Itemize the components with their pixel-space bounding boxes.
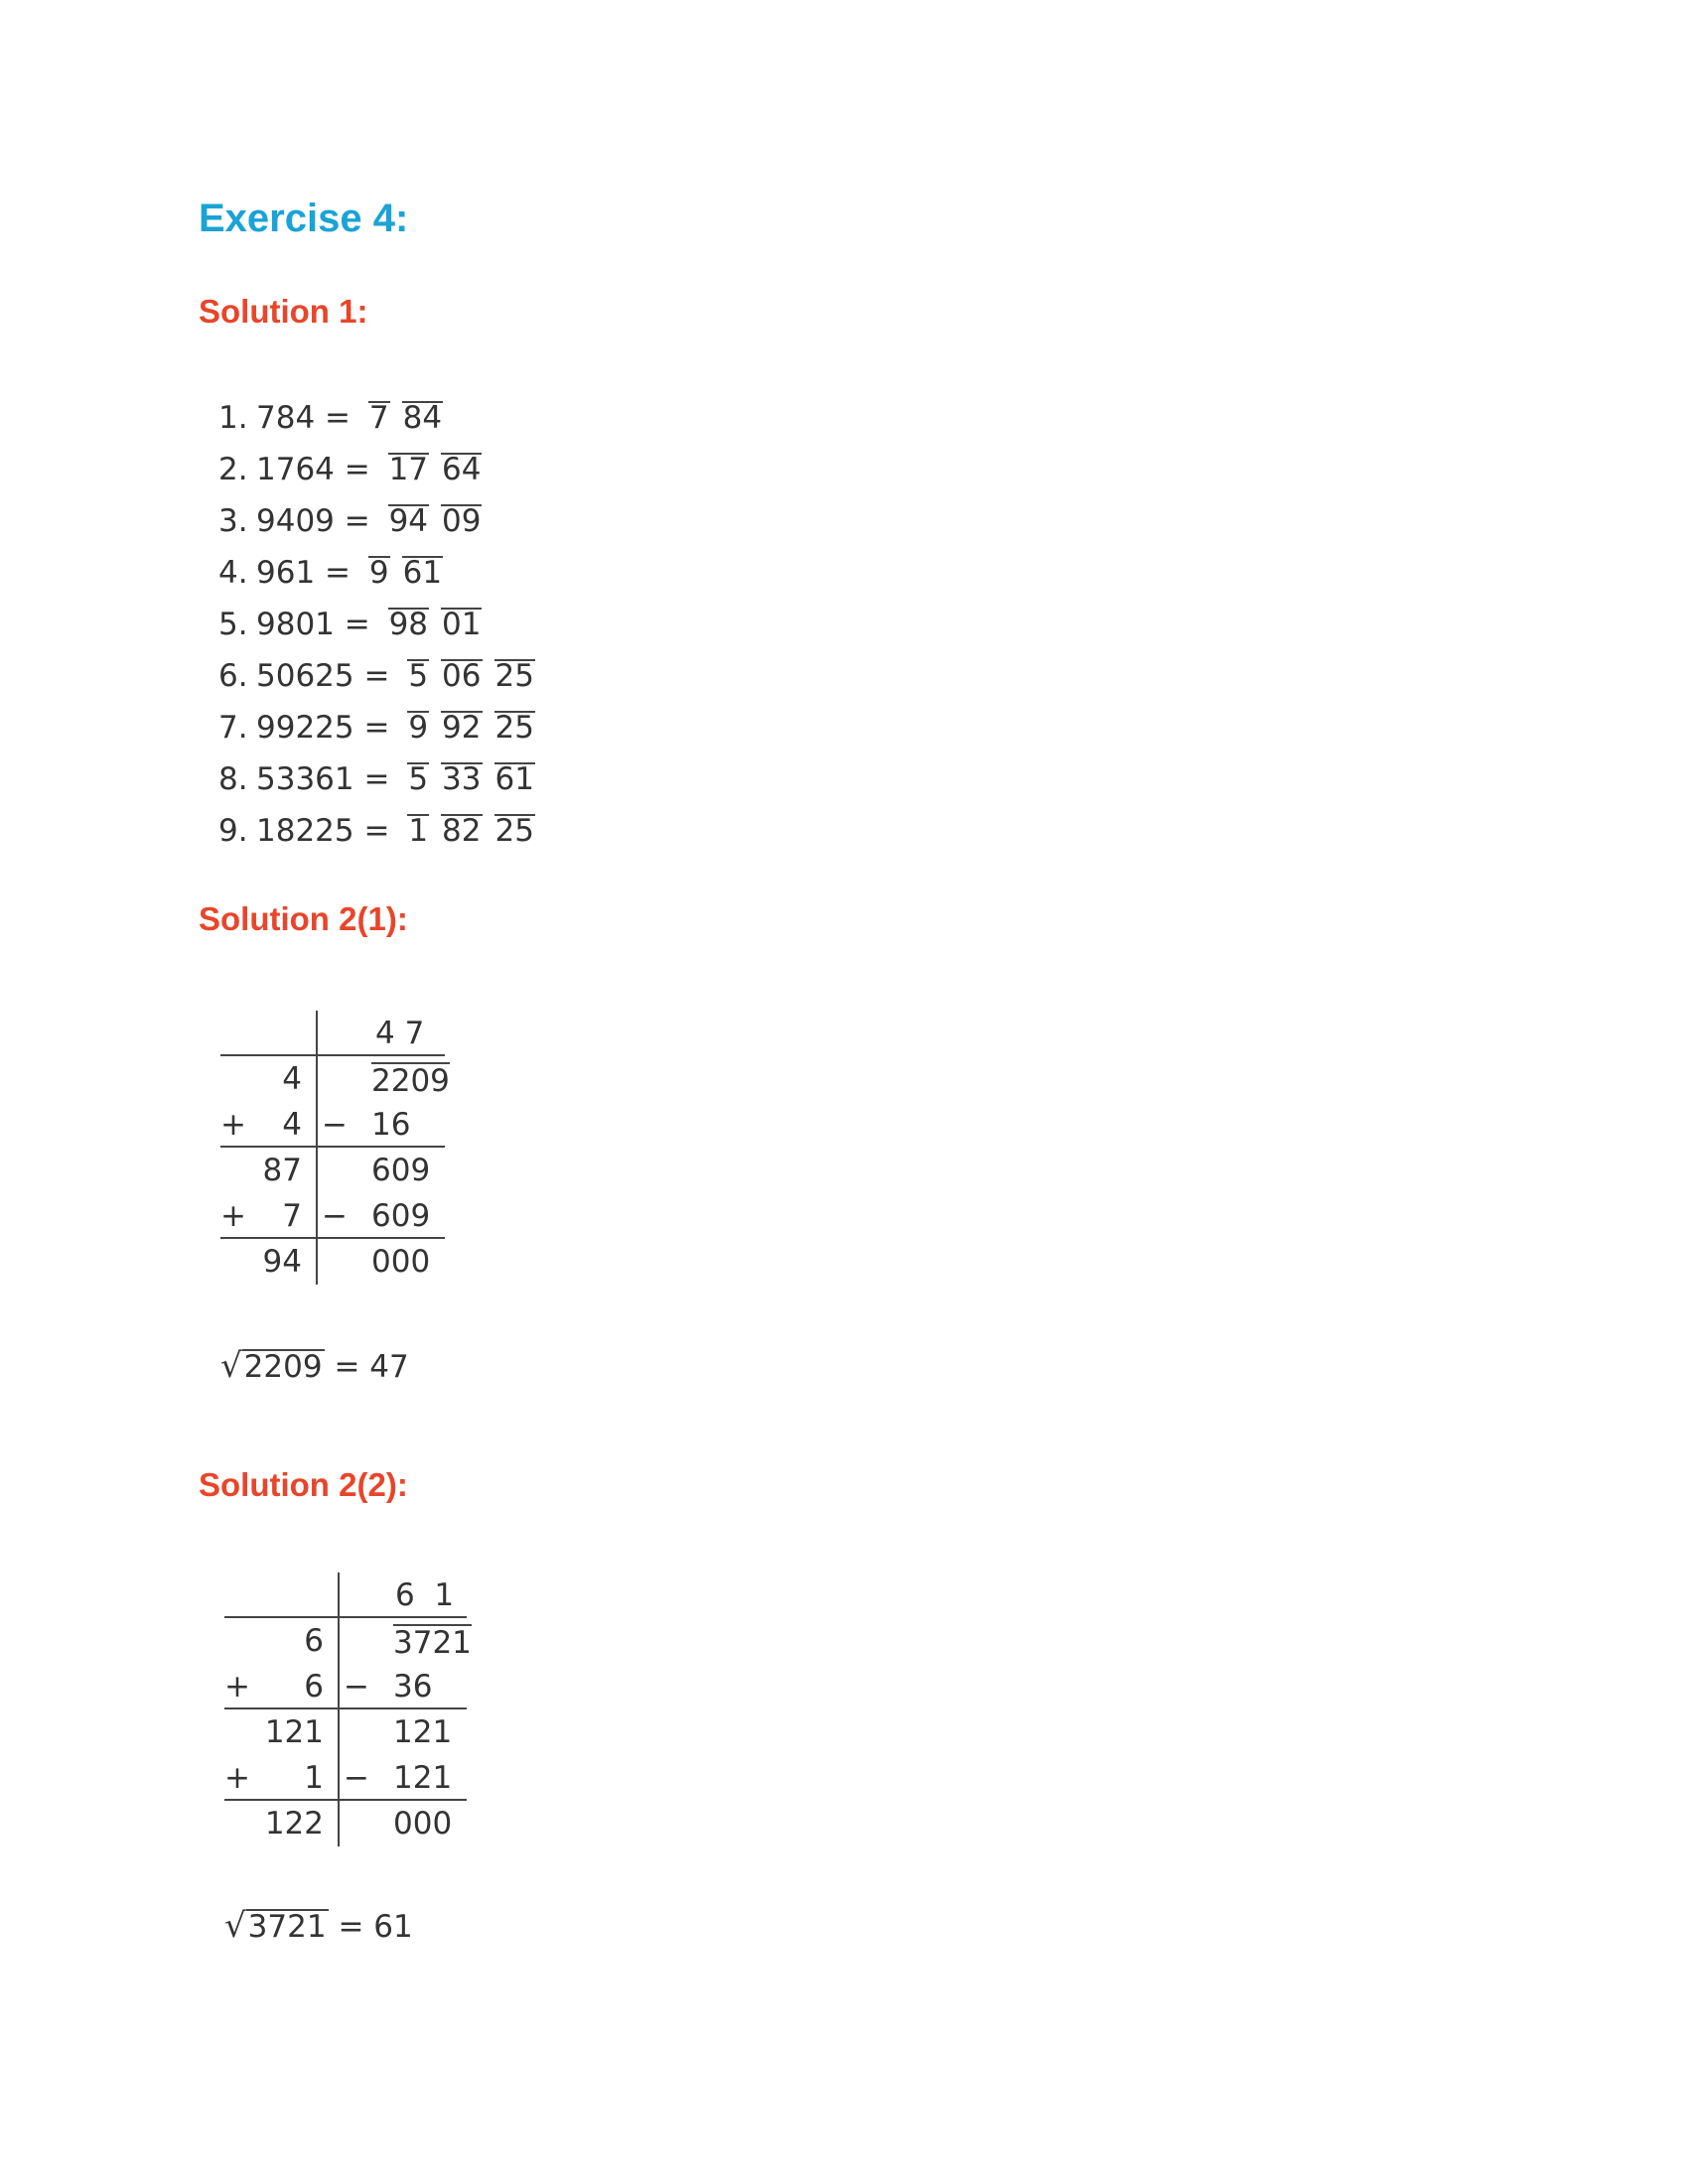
dividend-value: 121	[393, 1760, 453, 1796]
dividend-value: 36	[393, 1669, 433, 1705]
digit-group: 33	[442, 761, 482, 797]
radical-sign-icon: √	[224, 1906, 246, 1946]
list-item	[218, 650, 547, 702]
digit-group: 25	[494, 813, 534, 849]
solution-1-heading: Solution 1:	[199, 293, 368, 330]
item-lhs: 99225 =	[256, 710, 400, 746]
list-item	[218, 805, 547, 857]
division-row	[224, 1755, 467, 1801]
digit-group: 64	[442, 452, 482, 487]
digit-group: 7	[368, 400, 389, 436]
dividend-value: 3721	[393, 1625, 472, 1661]
item-number: 1.	[218, 400, 248, 436]
divisor-value: 122	[264, 1806, 324, 1842]
item-number: 2.	[218, 452, 248, 487]
result-value: = 47	[334, 1349, 409, 1385]
digit-group: 25	[494, 710, 534, 746]
list-item	[218, 444, 547, 495]
digit-group: 06	[442, 658, 482, 694]
dividend-value: 000	[371, 1244, 431, 1280]
list-item	[218, 495, 547, 547]
minus-sign: −	[344, 1760, 369, 1796]
operator: +	[220, 1107, 246, 1143]
item-number: 8.	[218, 761, 248, 797]
list-item	[218, 547, 547, 599]
dividend-value: 2209	[371, 1063, 450, 1099]
solution-2-2-heading: Solution 2(2):	[199, 1466, 408, 1503]
divisor-value: 1	[304, 1760, 324, 1796]
division-row	[224, 1709, 467, 1755]
item-lhs: 50625 =	[256, 658, 400, 694]
digit-group: 61	[402, 555, 443, 591]
item-number: 3.	[218, 503, 248, 539]
item-number: 4.	[218, 555, 248, 591]
divisor-value: 4	[282, 1061, 302, 1097]
digit-group: 25	[494, 658, 534, 694]
operator: +	[224, 1760, 250, 1796]
radical-sign-icon: √	[220, 1346, 242, 1386]
item-number: 6.	[218, 658, 248, 694]
divisor-value: 94	[262, 1244, 302, 1280]
digit-group: 1	[408, 813, 429, 849]
dividend-value: 609	[371, 1198, 431, 1234]
square-root-result-2209	[220, 1346, 409, 1386]
digit-group: 5	[408, 761, 429, 797]
digit-group: 9	[368, 555, 389, 591]
digit-group: 5	[408, 658, 429, 694]
division-row	[220, 1239, 445, 1285]
list-item	[218, 392, 547, 444]
digit-group: 9	[408, 710, 429, 746]
list-item	[218, 702, 547, 753]
division-row	[224, 1618, 472, 1664]
divisor-value: 121	[264, 1714, 324, 1750]
divisor-value: 7	[282, 1198, 302, 1234]
result-value: = 61	[338, 1909, 413, 1945]
long-division-2209	[220, 1011, 449, 1295]
division-row	[220, 1148, 445, 1193]
digit-pairing-list	[218, 392, 547, 857]
divisor-value: 6	[304, 1669, 324, 1705]
divisor-value: 87	[262, 1153, 302, 1188]
digit-group: 82	[442, 813, 482, 849]
digit-group: 98	[388, 607, 429, 642]
digit-group: 01	[442, 607, 482, 642]
radicand: 3721	[247, 1909, 327, 1945]
division-row	[224, 1664, 467, 1709]
quotient: 6 1	[395, 1577, 455, 1613]
dividend-value: 609	[371, 1153, 431, 1188]
division-row	[220, 1193, 445, 1239]
operator: +	[220, 1198, 246, 1234]
long-division-3721	[224, 1572, 473, 1856]
radicand: 2209	[243, 1349, 323, 1385]
item-number: 5.	[218, 607, 248, 642]
digit-group: 17	[388, 452, 429, 487]
minus-sign: −	[322, 1198, 348, 1234]
dividend-value: 16	[371, 1107, 411, 1143]
digit-group: 84	[402, 400, 443, 436]
item-number: 7.	[218, 710, 248, 746]
divisor-value: 4	[282, 1107, 302, 1143]
exercise-title: Exercise 4:	[199, 197, 409, 240]
item-lhs: 784 =	[256, 400, 360, 436]
list-item	[218, 753, 547, 805]
item-number: 9.	[218, 813, 248, 849]
dividend-value: 121	[393, 1714, 453, 1750]
divisor-value: 6	[304, 1623, 324, 1659]
item-lhs: 9801 =	[256, 607, 380, 642]
digit-group: 61	[494, 761, 534, 797]
digit-group: 09	[442, 503, 482, 539]
item-lhs: 53361 =	[256, 761, 400, 797]
digit-group: 92	[442, 710, 482, 746]
item-lhs: 9409 =	[256, 503, 380, 539]
division-row	[220, 1102, 445, 1148]
dividend-value: 000	[393, 1806, 453, 1842]
solution-2-1-heading: Solution 2(1):	[199, 900, 408, 937]
quotient: 4 7	[375, 1016, 425, 1051]
item-lhs: 961 =	[256, 555, 360, 591]
item-lhs: 1764 =	[256, 452, 380, 487]
list-item	[218, 599, 547, 650]
division-row	[220, 1056, 450, 1102]
division-row	[224, 1801, 467, 1846]
operator: +	[224, 1669, 250, 1705]
digit-group: 94	[388, 503, 429, 539]
item-lhs: 18225 =	[256, 813, 400, 849]
square-root-result-3721	[224, 1906, 413, 1946]
minus-sign: −	[322, 1107, 348, 1143]
minus-sign: −	[344, 1669, 369, 1705]
